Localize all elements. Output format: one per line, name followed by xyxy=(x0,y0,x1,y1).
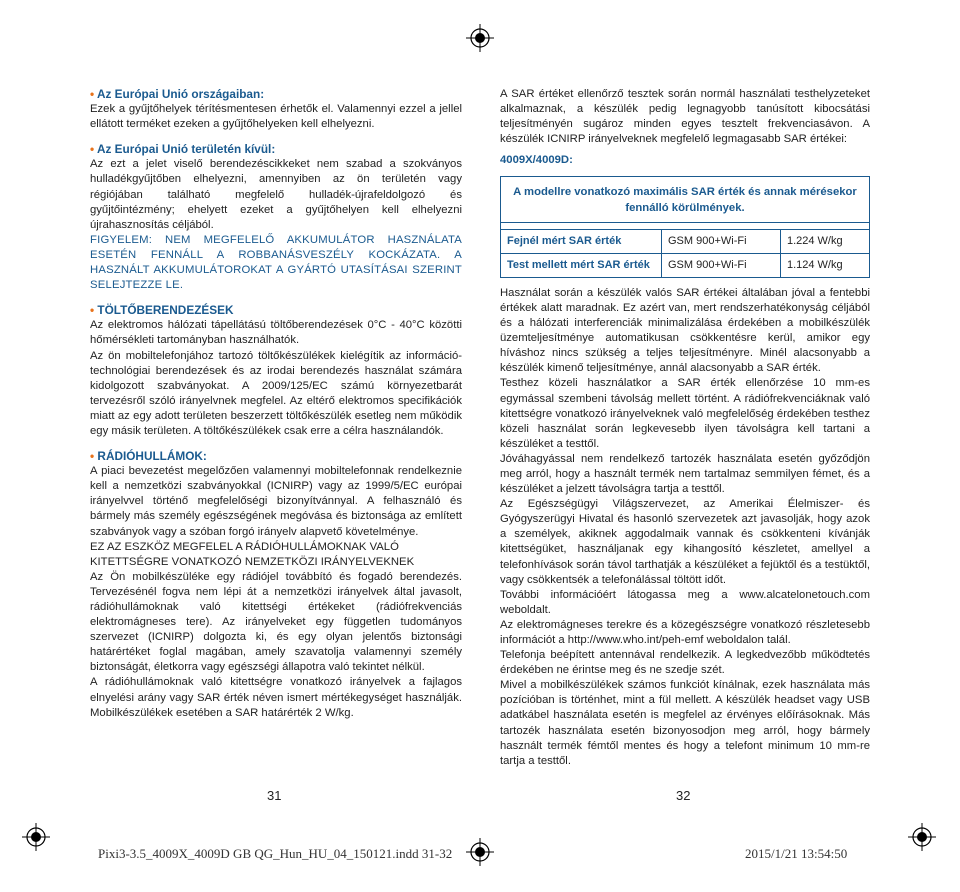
registration-mark-icon xyxy=(466,24,494,52)
section-heading xyxy=(90,87,462,102)
paragraph: Mivel a mobilkészülékek számos funkciót kínálnak, ezek használata más pozícióban is történhet, mint a fül mellett. A készülék headset vagy USB adatkábel használata esetén is megfelel az érvényes előírásoknak. Más tartozék használata esetén bizonyosodjon meg arról, hogy bármely használt termék fémtől mentes és hogy a telefont minimum 10 mm-re tartja a testtől. xyxy=(500,679,870,767)
section-title: RÁDIÓHULLÁMOK: xyxy=(97,449,207,464)
table-cell: GSM 900+Wi-Fi xyxy=(662,253,781,277)
table-row xyxy=(501,253,869,277)
paragraph: Telefonja beépített antennával rendelkezik. A legkedvezőbb működtetés érdekében ne érintse meg és ne szedje szét. xyxy=(500,649,870,677)
table-cell: Test mellett mért SAR érték xyxy=(507,258,650,271)
model-label: 4009X/4009D: xyxy=(500,154,573,167)
bullet-icon: • xyxy=(90,449,95,464)
paragraph: Az Ön mobilkészüléke egy rádiójel továbbító és fogadó berendezés. Tervezésénél fogva nem lépi át a nemzetközi irányelvek által javasolt, rádióhullámoknak való kitettségi értékeket (rádiófrekvenciás elektromágneses tere). Az irányelveket egy független tudományos szervezet (ICNIRP) dolgozta ki, és egy olyan jelentős biztonsági határértéket foglal magában, amely szavatolja valamennyi személy biztonságát, életkorra vagy egészségi állapotra való tekintet nélkül. xyxy=(90,570,462,674)
section-title: Az Európai Unió országaiban: xyxy=(96,87,265,101)
paragraph: Az ezt a jelet viselő berendezéscikkeket nem szabad a szokványos hulladékgyűjtőben elhelyezni, amennyiben az ön területén vagy régiójában található megfelelő hulladék-újrafeldolgozó és gyűjtőintézmény; ehelyett ezeket a gyűjtőhelyen kell elhelyezni újrahasznosítás céljából. xyxy=(90,158,462,231)
page-number-left: 31 xyxy=(267,788,282,803)
table-cell: GSM 900+Wi-Fi xyxy=(662,230,781,254)
paragraph: Használat során a készülék valós SAR értékei általában jóval a fentebbi értékek alatt maradnak. Ez azért van, mert rendszerhatékonyság céljából és a hálózati interferenciák minimalizálása érdekében a mobilkészülék üzemteljesítménye automatikusan csökkentésre kerül, amikor egy híváshoz nincs szükség a teljes teljesítményre. Minél alacsonyabb a készülék kimenő teljesítménye, annál alacsonyabb a SAR érték. xyxy=(500,286,870,375)
table-cell: 1.224 W/kg xyxy=(780,230,869,254)
footer-filename: Pixi3-3.5_4009X_4009D GB QG_Hun_HU_04_150121.indd 31-32 xyxy=(98,846,453,861)
paragraph: Az Egészségügyi Világszervezet, az Amerikai Élelmiszer- és Gyógyszerügyi Hivatal és hasonló szervezetek azt javasolják, hogy azok a személyek, akiknek aggodalmaik vannak és csökkenteni kívánják kitettségüket, használjanak egy kihangosító készletet, amellyel a telefonhívások során távol tarthatják a készüléket a fejüktől és a testüktől, vagy csökkentsék a telefonálással töltött időt. xyxy=(500,498,870,586)
paragraph: A rádióhullámoknak való kitettségre vonatkozó irányelvek a fajlagos elnyelési arány vagy SAR érték néven ismert mértékegységet használják. Mobilkészülékek esetében a SAR határérték 2 W/kg. xyxy=(90,676,462,719)
section-heading xyxy=(90,303,462,318)
sar-table-title: A modellre vonatkozó maximális SAR érték és annak mérésekor fennálló körülmények. xyxy=(501,177,869,222)
caps-heading: EZ AZ ESZKÖZ MEGFELEL A RÁDIÓHULLÁMOKNAK VALÓ KITETTSÉGRE VONATKOZÓ NEMZETKÖZI IRÁNYELVEKNEK xyxy=(90,540,415,568)
registration-mark-icon xyxy=(466,838,494,866)
paragraph: Az elektromos hálózati tápellátású töltőberendezések 0°C - 40°C közötti hőmérsékleti tartományban használhatók. xyxy=(90,319,462,347)
paragraph: Ezek a gyűjtőhelyek térítésmentesen érhetők el. Valamennyi ezzel a jellel ellátott terméket ezeken a gyűjtőhelyeken kell elhelyezni. xyxy=(90,103,462,131)
paragraph: Jóváhagyással nem rendelkező tartozék használata esetén győződjön meg arról, hogy a használt termék nem tartalmaz semmilyen fémet, és a készüléket a jelzett távolságra tartja a testtől. xyxy=(500,452,870,496)
table-row xyxy=(501,230,869,254)
section-title: Az Európai Unió területén kívül: xyxy=(96,142,276,157)
warning-text: FIGYELEM: NEM MEGFELELŐ AKKUMULÁTOR HASZNÁLATA ESETÉN FENNÁLL A ROBBANÁSVESZÉLY KOCKÁZATA. A HASZNÁLT AKKUMULÁTOROKAT A GYÁRTÓ UTASÍTÁSAI SZERINT SELEJTEZZE LE. xyxy=(90,233,462,292)
bullet-icon: • xyxy=(90,142,95,157)
footer-timestamp: 2015/1/21 13:54:50 xyxy=(745,846,848,861)
registration-mark-icon xyxy=(908,823,936,851)
left-page-column xyxy=(90,87,462,721)
table-cell: 1.124 W/kg xyxy=(780,253,869,277)
paragraph: További információért látogassa meg a www.alcatelonetouch.com weboldalt. xyxy=(500,588,870,616)
sar-table xyxy=(500,176,870,277)
registration-mark-icon xyxy=(22,823,50,851)
page-number-right: 32 xyxy=(676,788,691,803)
paragraph: Az ön mobiltelefonjához tartozó töltőkészülékek kielégítik az információ-technológiai berendezések és az irodai berendezés használat számára kidolgozott szabványokat. A 2009/125/EC számú környezetbarát tervezésről szóló irányelvnek megfelel. Az eltérő elektromos specifikációk miatt az egy adott területen beszerzett töltőkészülék esetleg nem működik egy másik területen. A töltőkészülékek csak erre a célra használandók. xyxy=(90,349,462,437)
section-heading xyxy=(90,142,462,157)
section-title: TÖLTŐBERENDEZÉSEK xyxy=(97,303,234,318)
paragraph: Testhez közeli használatkor a SAR érték ellenőrzése 10 mm-es egymással szembeni távolság mellett történt. A rádiófrekvenciáknak való kitettségre vonatkozó irányelveknek való megfelelőség érdekében testhez közeli használat során legkevesebb ilyen távolságra kell tartani a készüléket a testtől. xyxy=(500,377,870,450)
paragraph: Az elektromágneses terekre és a közegészségre vonatkozó részletesebb információt a http://www.who.int/peh-emf weboldalon talál. xyxy=(500,618,870,646)
bullet-icon: • xyxy=(90,303,95,318)
paragraph: A piaci bevezetést megelőzően valamennyi mobiltelefonnak rendelkeznie kell a nemzetközi szabványokkal (ICNIRP) vagy az 1999/5/EC európai irányelvvel történő megfelelőségi bizonyítvánnyal. A felhasználó és bármely más személy egészségének megóvása és biztonsága az említett szabványok vagy a szóban forgó irányelv alapvető követelménye. xyxy=(90,465,462,538)
right-page-column xyxy=(500,87,870,769)
bullet-icon: • xyxy=(90,87,95,101)
section-heading xyxy=(90,449,462,464)
table-cell: Fejnél mért SAR érték xyxy=(501,230,662,254)
paragraph: A SAR értéket ellenőrző tesztek során normál használati testhelyzeteket alkalmaznak, a készülék pedig legnagyobb tanúsított kibocsátási teljesítményén sugároz minden egyes tesztelt frekvenciasávon. A készülék ICNIRP irányelveknek megfelelő legmagasabb SAR értékei: xyxy=(500,88,870,146)
